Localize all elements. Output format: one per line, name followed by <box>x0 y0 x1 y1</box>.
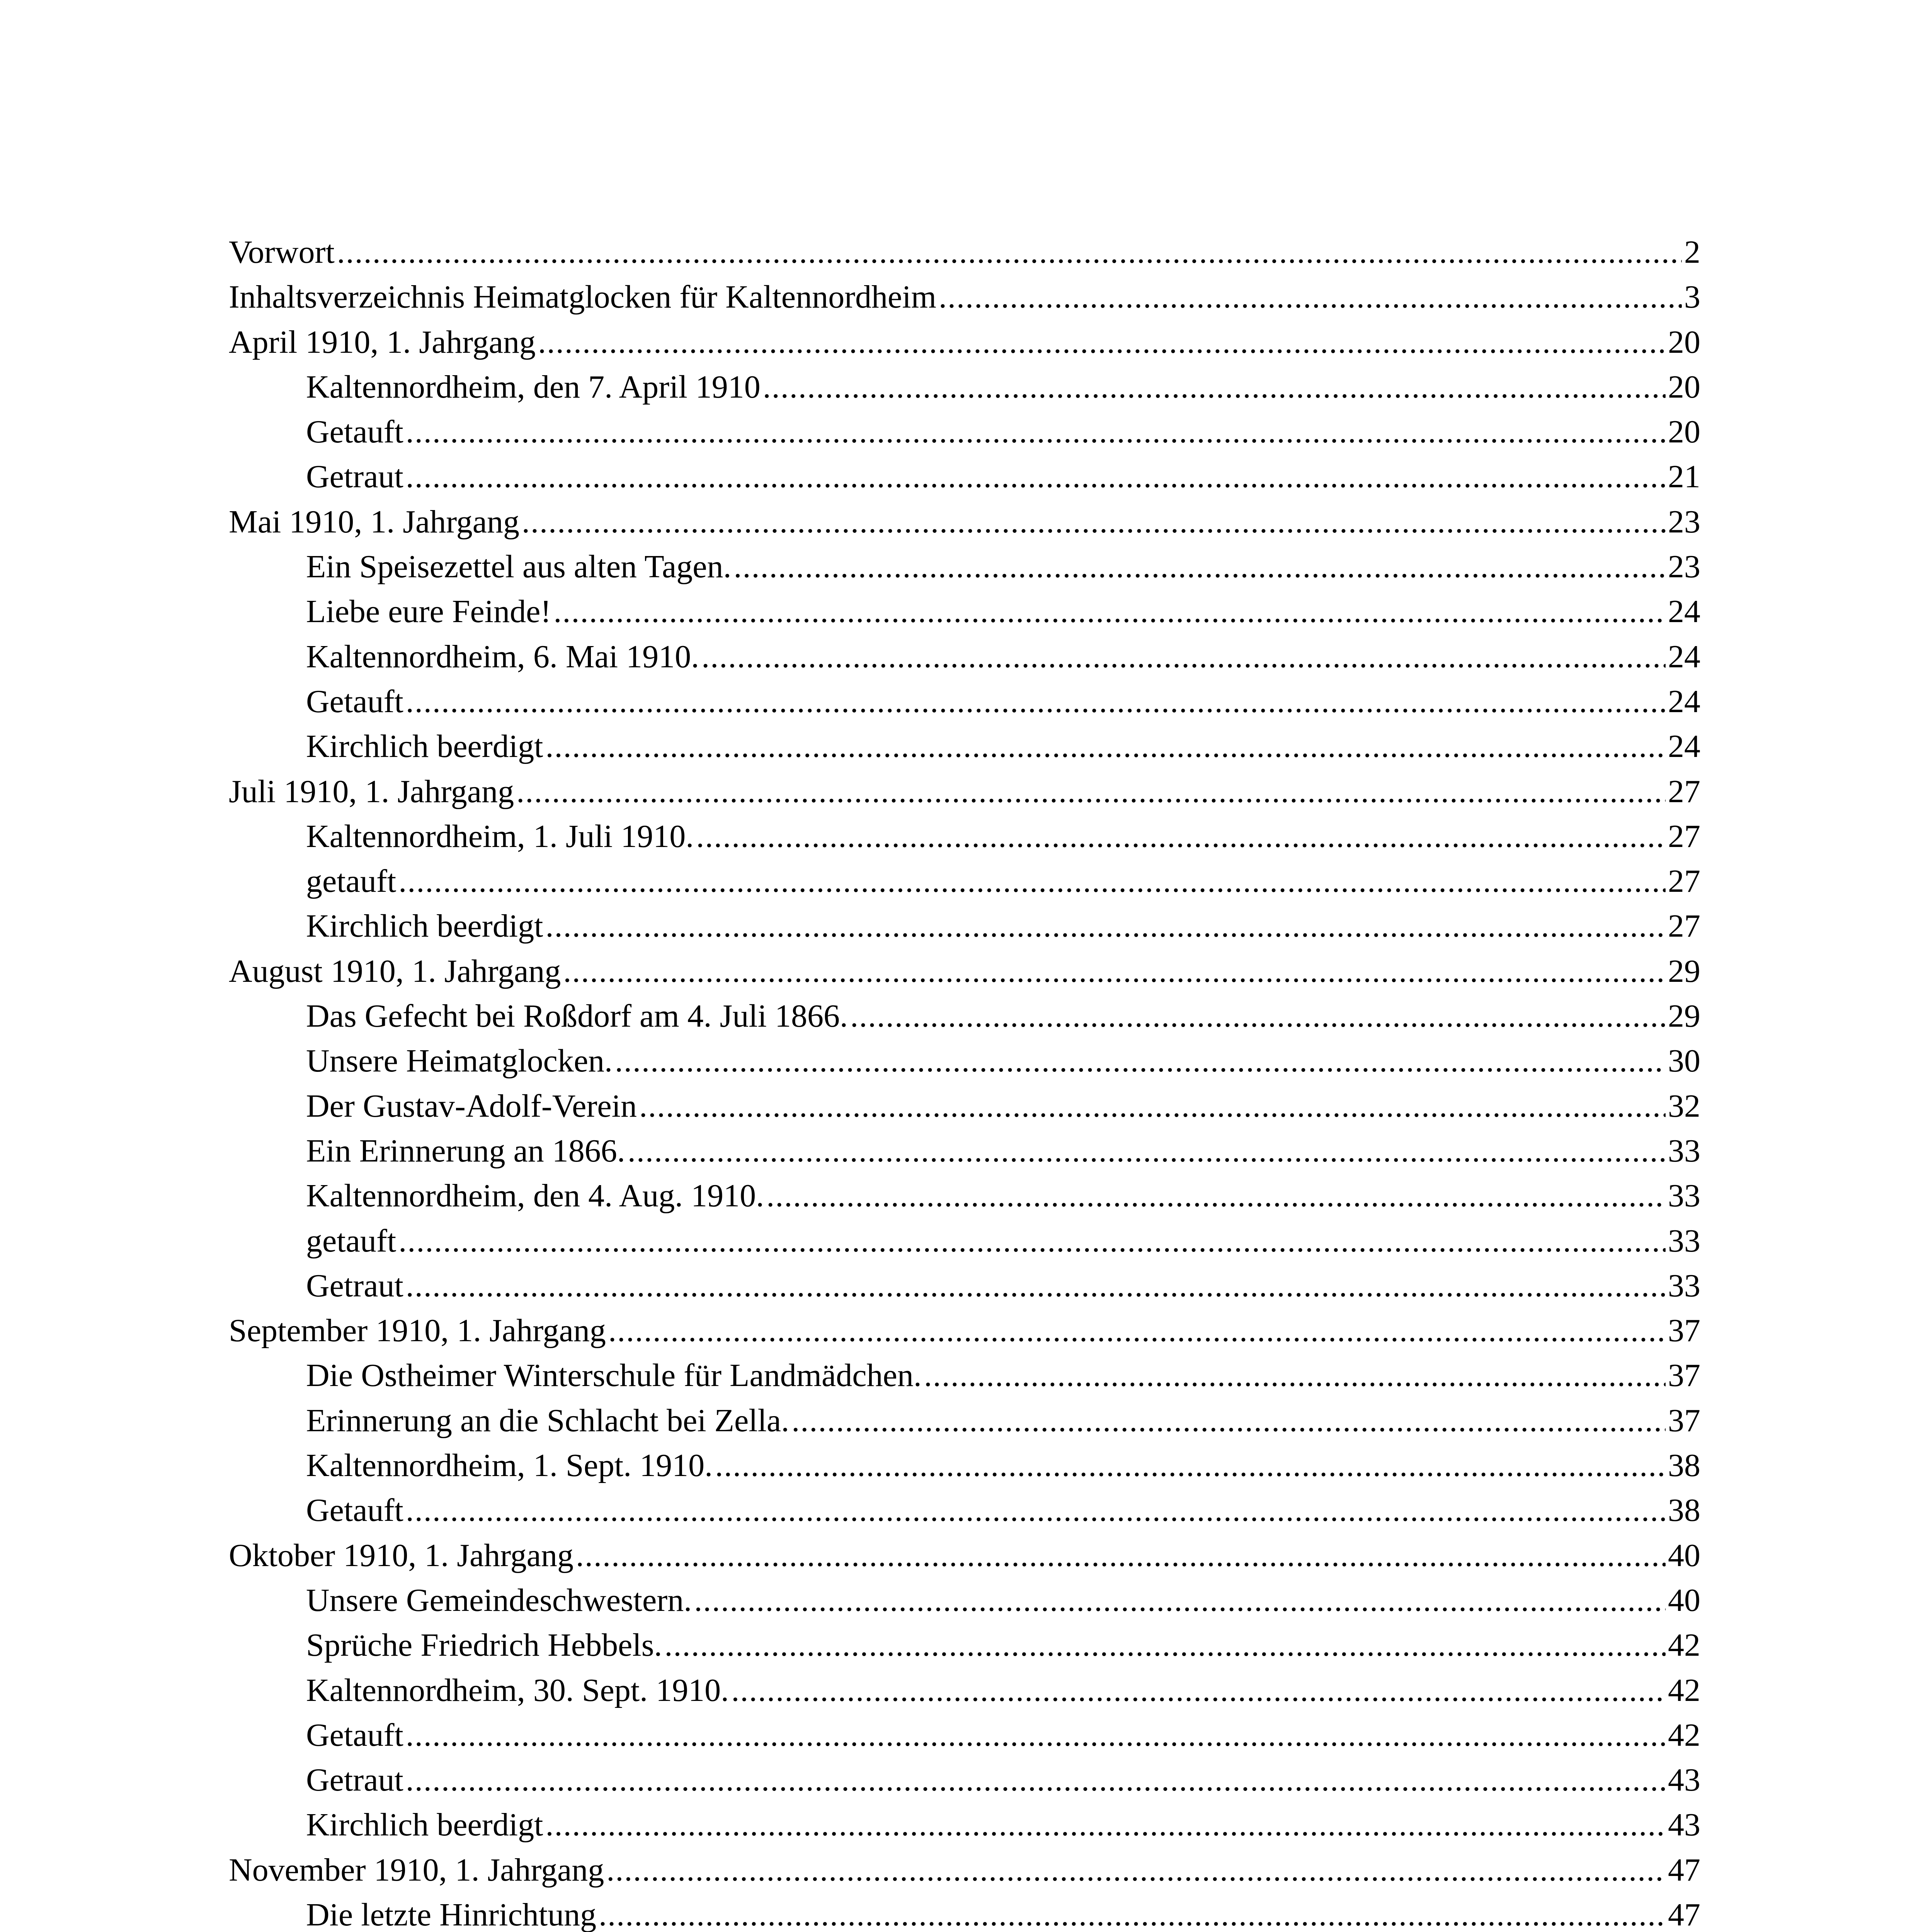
toc-entry-title: Kirchlich beerdigt <box>306 908 543 944</box>
toc-entry-title: getauft <box>306 863 396 900</box>
toc-subsection-entry[interactable] <box>229 1084 1700 1129</box>
toc-entry-page-number: 27 <box>1668 773 1700 810</box>
toc-dot-leader <box>608 1308 1666 1353</box>
toc-dot-leader <box>545 724 1666 769</box>
toc-subsection-entry[interactable] <box>229 1758 1700 1803</box>
toc-entry-page-number: 27 <box>1668 818 1700 854</box>
toc-subsection-entry[interactable] <box>229 1893 1700 1932</box>
toc-entry-page-number: 33 <box>1668 1223 1700 1259</box>
toc-dot-leader <box>763 365 1666 410</box>
toc-subsection-entry[interactable] <box>229 724 1700 769</box>
table-of-contents <box>229 230 1700 1932</box>
toc-entry-title: Getraut <box>306 1762 403 1798</box>
toc-dot-leader <box>606 1848 1666 1893</box>
toc-entry-page-number: 29 <box>1668 998 1700 1034</box>
toc-dot-leader <box>939 275 1682 320</box>
toc-subsection-entry[interactable] <box>229 634 1700 679</box>
toc-dot-leader <box>406 1264 1666 1308</box>
toc-entry-title: Getauft <box>306 683 403 719</box>
toc-dot-leader <box>664 1623 1666 1668</box>
toc-section-entry[interactable] <box>229 1308 1700 1353</box>
toc-dot-leader <box>791 1398 1666 1443</box>
toc-dot-leader <box>398 1219 1666 1264</box>
toc-subsection-entry[interactable] <box>229 1353 1700 1398</box>
toc-entry-page-number: 38 <box>1668 1447 1700 1484</box>
toc-dot-leader <box>696 814 1666 859</box>
toc-entry-page-number: 3 <box>1684 279 1700 315</box>
toc-section-entry[interactable] <box>229 275 1700 320</box>
toc-subsection-entry[interactable] <box>229 1173 1700 1218</box>
toc-entry-title: Kaltennordheim, 1. Sept. 1910. <box>306 1447 713 1484</box>
toc-section-entry[interactable] <box>229 500 1700 544</box>
toc-dot-leader <box>924 1353 1666 1398</box>
toc-entry-page-number: 21 <box>1668 459 1700 495</box>
toc-dot-leader <box>406 1488 1666 1533</box>
toc-subsection-entry[interactable] <box>229 365 1700 410</box>
toc-dot-leader <box>406 410 1666 454</box>
toc-subsection-entry[interactable] <box>229 1623 1700 1668</box>
toc-entry-title: Unsere Gemeindeschwestern. <box>306 1582 692 1618</box>
toc-entry-title: Juli 1910, 1. Jahrgang <box>229 773 514 810</box>
toc-dot-leader <box>406 679 1666 724</box>
toc-dot-leader <box>615 1039 1666 1083</box>
toc-subsection-entry[interactable] <box>229 1264 1700 1308</box>
toc-subsection-entry[interactable] <box>229 1219 1700 1264</box>
toc-entry-page-number: 24 <box>1668 594 1700 630</box>
toc-entry-title: Unsere Heimatglocken. <box>306 1043 613 1079</box>
toc-entry-page-number: 24 <box>1668 683 1700 719</box>
toc-subsection-entry[interactable] <box>229 544 1700 589</box>
toc-entry-page-number: 2 <box>1684 234 1700 270</box>
toc-entry-page-number: 23 <box>1668 503 1700 540</box>
toc-entry-title: Getraut <box>306 459 403 495</box>
toc-subsection-entry[interactable] <box>229 1398 1700 1443</box>
toc-subsection-entry[interactable] <box>229 904 1700 949</box>
toc-entry-page-number: 33 <box>1668 1133 1700 1169</box>
toc-entry-title: Inhaltsverzeichnis Heimatglocken für Kaltennordheim <box>229 279 937 315</box>
toc-entry-title: Ein Speisezettel aus alten Tagen. <box>306 549 732 585</box>
toc-entry-page-number: 40 <box>1668 1582 1700 1618</box>
toc-entry-page-number: 42 <box>1668 1627 1700 1663</box>
toc-dot-leader <box>545 904 1666 949</box>
toc-entry-page-number: 37 <box>1668 1357 1700 1394</box>
toc-dot-leader <box>715 1443 1666 1488</box>
toc-entry-page-number: 24 <box>1668 638 1700 675</box>
toc-dot-leader <box>406 1713 1666 1758</box>
toc-entry-page-number: 27 <box>1668 908 1700 944</box>
toc-dot-leader <box>694 1578 1666 1623</box>
toc-subsection-entry[interactable] <box>229 1713 1700 1758</box>
toc-section-entry[interactable] <box>229 230 1700 275</box>
toc-entry-title: getauft <box>306 1223 396 1259</box>
toc-entry-title: Die Ostheimer Winterschule für Landmädchen. <box>306 1357 922 1394</box>
toc-dot-leader <box>538 320 1666 365</box>
toc-dot-leader <box>850 994 1666 1039</box>
toc-entry-page-number: 42 <box>1668 1717 1700 1753</box>
toc-subsection-entry[interactable] <box>229 994 1700 1039</box>
toc-section-entry[interactable] <box>229 1848 1700 1893</box>
toc-entry-page-number: 23 <box>1668 549 1700 585</box>
toc-dot-leader <box>553 589 1666 634</box>
toc-entry-page-number: 32 <box>1668 1088 1700 1124</box>
toc-subsection-entry[interactable] <box>229 1443 1700 1488</box>
toc-entry-page-number: 38 <box>1668 1492 1700 1529</box>
toc-section-entry[interactable] <box>229 1533 1700 1578</box>
toc-subsection-entry[interactable] <box>229 1488 1700 1533</box>
toc-entry-page-number: 43 <box>1668 1762 1700 1798</box>
toc-dot-leader <box>639 1084 1666 1129</box>
toc-dot-leader <box>766 1173 1666 1218</box>
toc-entry-page-number: 33 <box>1668 1267 1700 1304</box>
toc-section-entry[interactable] <box>229 769 1700 814</box>
toc-entry-title: Oktober 1910, 1. Jahrgang <box>229 1537 573 1573</box>
toc-subsection-entry[interactable] <box>229 410 1700 454</box>
toc-entry-title: Kaltennordheim, 1. Juli 1910. <box>306 818 694 854</box>
toc-entry-page-number: 24 <box>1668 728 1700 765</box>
toc-entry-title: Erinnerung an die Schlacht bei Zella. <box>306 1402 790 1439</box>
toc-dot-leader <box>599 1893 1666 1932</box>
toc-entry-title: Kaltennordheim, 6. Mai 1910. <box>306 638 699 675</box>
toc-entry-title: November 1910, 1. Jahrgang <box>229 1852 604 1888</box>
toc-subsection-entry[interactable] <box>229 859 1700 904</box>
toc-entry-page-number: 47 <box>1668 1896 1700 1932</box>
toc-entry-title: Die letzte Hinrichtung <box>306 1896 597 1932</box>
toc-dot-leader <box>734 544 1666 589</box>
toc-entry-title: September 1910, 1. Jahrgang <box>229 1313 606 1349</box>
toc-subsection-entry[interactable] <box>229 1668 1700 1713</box>
toc-entry-page-number: 29 <box>1668 953 1700 989</box>
toc-subsection-entry[interactable] <box>229 1803 1700 1847</box>
toc-entry-page-number: 37 <box>1668 1313 1700 1349</box>
toc-dot-leader <box>576 1533 1666 1578</box>
toc-subsection-entry[interactable] <box>229 454 1700 499</box>
toc-entry-title: Kirchlich beerdigt <box>306 728 543 765</box>
toc-entry-page-number: 20 <box>1668 369 1700 405</box>
toc-entry-title: Kaltennordheim, den 4. Aug. 1910. <box>306 1178 764 1214</box>
toc-subsection-entry[interactable] <box>229 1129 1700 1173</box>
toc-dot-leader <box>731 1668 1666 1713</box>
toc-dot-leader <box>522 500 1666 544</box>
toc-dot-leader <box>406 1758 1666 1803</box>
toc-section-entry[interactable] <box>229 949 1700 994</box>
toc-entry-page-number: 43 <box>1668 1807 1700 1843</box>
toc-dot-leader <box>545 1803 1666 1847</box>
toc-dot-leader <box>628 1129 1666 1173</box>
toc-entry-title: Vorwort <box>229 234 335 270</box>
toc-subsection-entry[interactable] <box>229 679 1700 724</box>
toc-subsection-entry[interactable] <box>229 814 1700 859</box>
toc-entry-page-number: 20 <box>1668 414 1700 450</box>
toc-entry-title: Das Gefecht bei Roßdorf am 4. Juli 1866. <box>306 998 848 1034</box>
toc-entry-title: Liebe eure Feinde! <box>306 594 551 630</box>
toc-entry-page-number: 30 <box>1668 1043 1700 1079</box>
toc-entry-page-number: 33 <box>1668 1178 1700 1214</box>
toc-entry-title: August 1910, 1. Jahrgang <box>229 953 561 989</box>
toc-dot-leader <box>398 859 1666 904</box>
toc-dot-leader <box>406 454 1666 499</box>
toc-subsection-entry[interactable] <box>229 1039 1700 1083</box>
toc-subsection-entry[interactable] <box>229 589 1700 634</box>
toc-entry-page-number: 20 <box>1668 324 1700 360</box>
toc-entry-title: Sprüche Friedrich Hebbels. <box>306 1627 662 1663</box>
toc-subsection-entry[interactable] <box>229 1578 1700 1623</box>
toc-entry-page-number: 40 <box>1668 1537 1700 1573</box>
toc-entry-page-number: 42 <box>1668 1672 1700 1708</box>
toc-entry-title: Getauft <box>306 1717 403 1753</box>
toc-entry-title: Kaltennordheim, 30. Sept. 1910. <box>306 1672 729 1708</box>
toc-dot-leader <box>701 634 1666 679</box>
toc-entry-page-number: 27 <box>1668 863 1700 900</box>
toc-entry-page-number: 47 <box>1668 1852 1700 1888</box>
toc-entry-title: Kaltennordheim, den 7. April 1910 <box>306 369 761 405</box>
toc-dot-leader <box>563 949 1666 994</box>
toc-dot-leader <box>337 230 1682 275</box>
toc-entry-title: Getauft <box>306 414 403 450</box>
toc-dot-leader <box>516 769 1666 814</box>
toc-entry-title: April 1910, 1. Jahrgang <box>229 324 536 360</box>
toc-entry-title: Getauft <box>306 1492 403 1529</box>
toc-entry-title: Der Gustav-Adolf-Verein <box>306 1088 637 1124</box>
toc-entry-page-number: 37 <box>1668 1402 1700 1439</box>
toc-entry-title: Kirchlich beerdigt <box>306 1807 543 1843</box>
toc-entry-title: Mai 1910, 1. Jahrgang <box>229 503 520 540</box>
toc-section-entry[interactable] <box>229 320 1700 365</box>
toc-entry-title: Getraut <box>306 1267 403 1304</box>
toc-entry-title: Ein Erinnerung an 1866. <box>306 1133 625 1169</box>
